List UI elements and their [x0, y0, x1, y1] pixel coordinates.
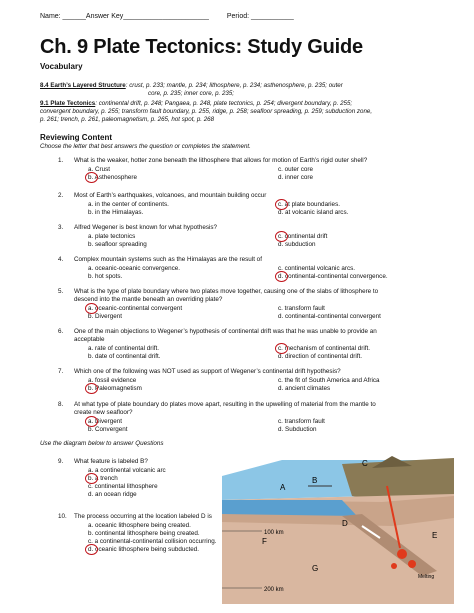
- name-label: Name: ______Answer Key______________________: [40, 13, 209, 20]
- vocab-84-cont: [148, 90, 234, 98]
- vocab-91-label: 9.1 Plate Tectonics: [40, 100, 96, 107]
- option-a[interactable]: a. plate tectonics: [88, 233, 136, 240]
- vocab-91-line-3: [40, 116, 214, 124]
- question-number: 1.: [58, 157, 64, 164]
- vocab-91-text-3: p. 261; trench, p. 261, paleomagnetism, p. 265, hot spot, p. 268: [40, 116, 215, 123]
- option-c[interactable]: c. continental volcanic arcs.: [278, 265, 355, 272]
- option-d[interactable]: d. continental-continental convergence.: [278, 273, 388, 280]
- label-b: B: [312, 476, 318, 485]
- question-text-2: create new seafloor?: [74, 409, 133, 416]
- magma-blob: [391, 563, 397, 569]
- question-text: At what type of plate boundary do plates move apart, resulting in the upwelling of material from the mantle to: [74, 401, 376, 408]
- label-g: G: [312, 564, 319, 573]
- option-c[interactable]: c. at plate boundaries.: [278, 201, 340, 208]
- question-text: What feature is labeled B?: [74, 458, 148, 465]
- question-text-2: acceptable: [74, 336, 105, 343]
- label-d: D: [342, 519, 348, 528]
- option-d[interactable]: d. at volcanic island arcs.: [278, 209, 349, 216]
- option-a[interactable]: a. fossil evidence: [88, 377, 137, 384]
- option-c[interactable]: c. outer core: [278, 166, 313, 173]
- depth-label-200: 200 km: [264, 587, 284, 593]
- option-a[interactable]: a. a continental volcanic arc: [88, 467, 166, 474]
- question-text: Most of Earth’s earthquakes, volcanoes, and mountain building occur: [74, 192, 267, 199]
- melting-label: Melting: [418, 574, 435, 580]
- vocab-84-label: 8.4 Earth’s Layered Structure: [40, 82, 126, 89]
- answer-circle: [275, 343, 288, 354]
- question-number: 10.: [58, 513, 67, 520]
- vocab-84-text-2: core, p. 235; inner core, p. 235;: [148, 90, 234, 97]
- option-b[interactable]: b. seafloor spreading: [88, 241, 147, 248]
- vocab-91-text-2: convergent boundary, p. 255; transform fault boundary, p. 255, ridge, p. 258; seafloor spreading, p. 259; subduction zone,: [40, 108, 373, 115]
- diagram-instructions: Use the diagram below to answer Questions: [40, 440, 164, 447]
- option-c[interactable]: c. continental lithosphere: [88, 483, 158, 490]
- magma-blob: [397, 549, 407, 559]
- answer-circle: [85, 172, 98, 183]
- question-number: 3.: [58, 224, 64, 231]
- option-b[interactable]: b. in the Himalayas.: [88, 209, 144, 216]
- label-a: A: [280, 483, 286, 492]
- label-e: E: [432, 531, 438, 540]
- option-b[interactable]: b. hot spots.: [88, 273, 123, 280]
- option-d[interactable]: d. inner core: [278, 174, 314, 181]
- option-d[interactable]: d. an ocean ridge: [88, 491, 137, 498]
- option-a[interactable]: a. oceanic-oceanic convergence.: [88, 265, 181, 272]
- vocab-91-line: [40, 100, 352, 108]
- label-c: C: [362, 459, 368, 468]
- option-b[interactable]: b. Divergent: [88, 313, 122, 320]
- question-text: Which one of the following was NOT used as support of Wegener’s continental drift hypothesis?: [74, 368, 341, 375]
- answer-circle: [275, 271, 288, 282]
- vocab-91-line-2: [40, 108, 372, 116]
- vocabulary-heading: Vocabulary: [40, 62, 83, 71]
- question-text: What is the weaker, hotter zone beneath the lithosphere that allows for motion of Earth’s rigid outer shell?: [74, 157, 368, 164]
- option-d[interactable]: d. ancient climates: [278, 385, 331, 392]
- ocean-water: [222, 500, 357, 516]
- question-text: Complex mountain systems such as the Himalayas are the result of: [74, 256, 262, 263]
- option-a[interactable]: a. oceanic lithosphere being created.: [88, 522, 191, 529]
- question-number: 6.: [58, 328, 64, 335]
- question-number: 9.: [58, 458, 64, 465]
- option-d[interactable]: d. direction of continental drift.: [278, 353, 363, 360]
- question-text: Alfred Wegener is best known for what hypothesis?: [74, 224, 218, 231]
- option-b[interactable]: b. Paleomagnetism: [88, 385, 142, 392]
- answer-circle: [85, 383, 98, 394]
- option-a[interactable]: a. oceanic-continental convergent: [88, 305, 183, 312]
- question-text: One of the main objections to Wegener’s hypothesis of continental drift was that he was unable to provide an: [74, 328, 377, 335]
- question-number: 7.: [58, 368, 64, 375]
- magma-blob: [408, 560, 416, 568]
- question-text: What is the type of plate boundary where two plates move together, causing one of the slabs of lithosphere to: [74, 288, 379, 295]
- option-d[interactable]: d. subduction: [278, 241, 316, 248]
- question-text-2: descend into the mantle beneath an overriding plate?: [74, 296, 223, 303]
- option-d[interactable]: d. continental-continental convergent: [278, 313, 381, 320]
- depth-label-100: 100 km: [264, 530, 284, 536]
- option-b[interactable]: b. continental lithosphere being created.: [88, 530, 200, 537]
- vocab-84-text: : crust, p. 233; mantle, p. 234; lithosphere, p. 234; asthenosphere, p. 235; outer: [125, 82, 343, 89]
- answer-circle: [275, 231, 288, 242]
- vocab-91-text: : continental drift, p. 248; Pangaea, p. 248, plate tectonics, p. 254; divergent boundary, p. 255;: [95, 100, 353, 107]
- answer-circle: [85, 303, 98, 314]
- option-c[interactable]: c. mechanism of continental drift.: [278, 345, 371, 352]
- option-c[interactable]: c. transform fault: [278, 418, 325, 425]
- option-d[interactable]: d. oceanic lithosphere being subducted.: [88, 546, 199, 553]
- answer-circle: [275, 199, 288, 210]
- option-c[interactable]: c. the fit of South America and Africa: [278, 377, 380, 384]
- option-c[interactable]: c. a continental-continental collision occurring.: [88, 538, 217, 545]
- question-number: 4.: [58, 256, 64, 263]
- option-c[interactable]: c. continental drift: [278, 233, 328, 240]
- option-a[interactable]: a. Crust: [88, 166, 111, 173]
- answer-circle: [85, 416, 98, 427]
- question-number: 5.: [58, 288, 64, 295]
- option-b[interactable]: b. a trench: [88, 475, 118, 482]
- vocab-84-line: [40, 82, 343, 90]
- answer-circle: [85, 544, 98, 555]
- period-label: Period: ___________: [226, 13, 294, 20]
- option-a[interactable]: a. in the center of continents.: [88, 201, 169, 208]
- instructions: Choose the letter that best answers the question or completes the statement.: [40, 143, 251, 150]
- question-number: 8.: [58, 401, 64, 408]
- option-d[interactable]: d. Subduction: [278, 426, 317, 433]
- option-a[interactable]: a. Divergent: [88, 418, 122, 425]
- option-b[interactable]: b. Convergent: [88, 426, 128, 433]
- option-b[interactable]: b. Asthenosphere: [88, 174, 138, 181]
- answer-circle: [85, 473, 98, 484]
- question-number: 2.: [58, 192, 64, 199]
- option-a[interactable]: a. rate of continental drift.: [88, 345, 160, 352]
- name-field: [40, 13, 294, 20]
- plate-tectonics-diagram: [222, 456, 454, 604]
- option-b[interactable]: b. date of continental drift.: [88, 353, 161, 360]
- label-f: F: [262, 537, 267, 546]
- option-c[interactable]: c. transform fault: [278, 305, 325, 312]
- question-text: The process occurring at the location labeled D is: [74, 513, 212, 520]
- reviewing-content-heading: Reviewing Content: [40, 133, 113, 142]
- page-title: Ch. 9 Plate Tectonics: Study Guide: [40, 36, 363, 58]
